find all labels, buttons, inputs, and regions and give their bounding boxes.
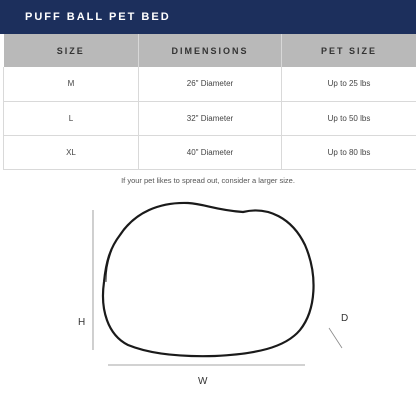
title-text: PUFF BALL PET BED	[25, 11, 171, 23]
cell-pet-size: Up to 25 lbs	[282, 67, 416, 101]
bed-outline-shape	[103, 203, 314, 356]
cell-size: M	[4, 67, 139, 101]
bed-dimension-diagram	[0, 190, 416, 400]
depth-line	[329, 328, 342, 348]
table-row	[4, 135, 416, 169]
cell-dimensions: 26" Diameter	[139, 67, 282, 101]
page-title	[0, 0, 416, 34]
cell-size: XL	[4, 135, 139, 169]
cell-dimensions: 40" Diameter	[139, 135, 282, 169]
column-header-dimensions: DIMENSIONS	[139, 34, 282, 67]
depth-label: D	[341, 313, 349, 324]
cell-pet-size: Up to 80 lbs	[282, 135, 416, 169]
cell-pet-size: Up to 50 lbs	[282, 101, 416, 135]
table-row	[4, 101, 416, 135]
table-header-row	[4, 34, 416, 67]
height-label: H	[78, 317, 86, 328]
size-note: If your pet likes to spread out, consider a larger size.	[121, 176, 295, 185]
size-chart-table	[3, 34, 416, 170]
column-header-size: SIZE	[4, 34, 139, 67]
table-row	[4, 67, 416, 101]
width-label: W	[198, 376, 208, 387]
cell-dimensions: 32" Diameter	[139, 101, 282, 135]
column-header-pet-size: PET SIZE	[282, 34, 416, 67]
cell-size: L	[4, 101, 139, 135]
